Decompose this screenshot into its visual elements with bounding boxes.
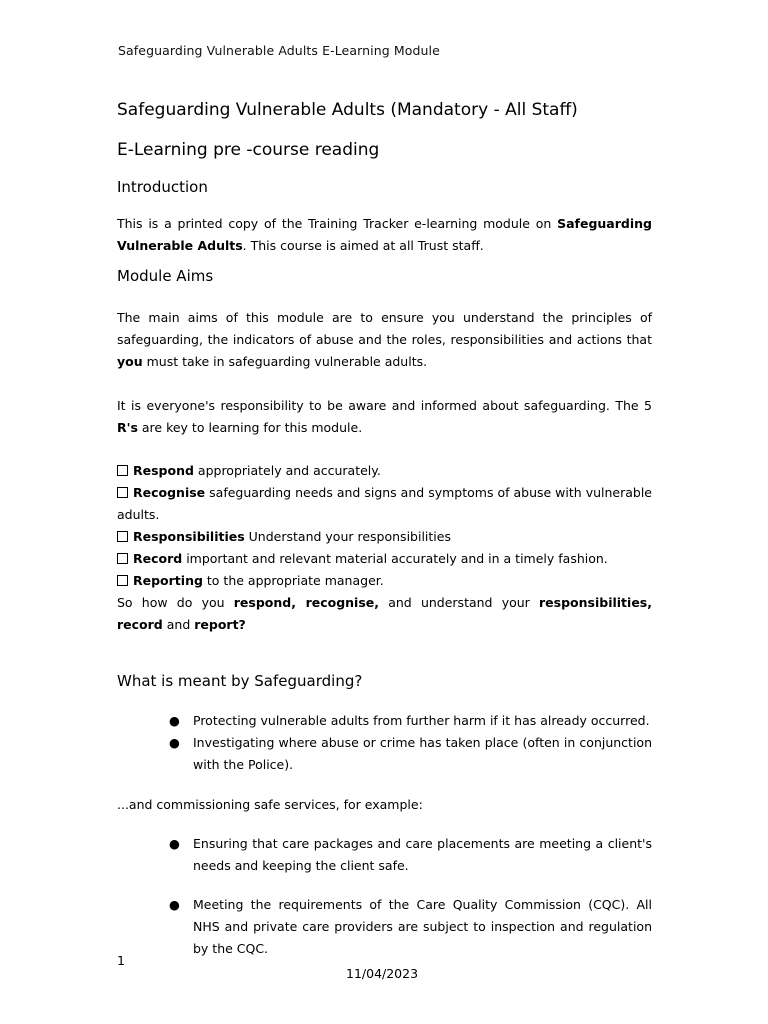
what-is-safeguarding-heading: What is meant by Safeguarding? [117, 672, 363, 690]
aims-p2-text-2: are key to learning for this module. [137, 420, 363, 435]
module-aims-paragraph-1 [117, 307, 652, 373]
list-item-text: Meeting the requirements of the Care Quality Commission (CQC). All NHS and private care providers are subject to inspection and regulation by the CQC. [193, 897, 652, 956]
r-item-text: Understand your responsibilities [244, 529, 451, 544]
commissioning-paragraph: ...and commissioning safe services, for example: [117, 797, 423, 812]
r-item-responsibilities [117, 526, 652, 548]
aims-p2-bold: R's [117, 420, 138, 435]
aims-p1-text-1: The main aims of this module are to ensure you understand the principles of safeguarding, the indicators of abuse and the roles, responsibilities and actions that [117, 310, 652, 347]
r-item-reporting [117, 570, 652, 592]
commissioning-bullet-list-2 [117, 894, 652, 960]
r-item-bold: Recognise [133, 485, 206, 500]
question-text-1: So how do you [117, 595, 234, 610]
r-item-record [117, 548, 652, 570]
running-header: Safeguarding Vulnerable Adults E-Learning Module [118, 43, 440, 58]
module-aims-heading: Module Aims [117, 267, 214, 285]
r-item-text: to the appropriate manager. [202, 573, 384, 588]
question-text-2: and understand your [379, 595, 540, 610]
bullet-icon: ● [169, 897, 180, 912]
introduction-paragraph [117, 213, 652, 257]
safeguarding-bullet-list [117, 710, 652, 776]
page-number: 1 [117, 953, 125, 968]
question-bold-3: report? [194, 617, 246, 632]
introduction-heading: Introduction [117, 178, 208, 196]
introduction-bold: Safeguarding Vulnerable Adults [117, 216, 652, 253]
list-item [117, 710, 652, 732]
question-text-3: and [162, 617, 195, 632]
aims-p2-text-1: It is everyone's responsibility to be aware and informed about safeguarding. The 5 [117, 398, 652, 413]
question-bold-2: responsibilities, record [117, 595, 652, 632]
introduction-text-2: . This course is aimed at all Trust staff. [242, 238, 484, 253]
list-item-text: Protecting vulnerable adults from further harm if it has already occurred. [193, 713, 650, 728]
r-item-text: appropriately and accurately. [193, 463, 381, 478]
question-bold-1: respond, recognise, [233, 595, 380, 610]
r-item-bold: Respond [133, 463, 194, 478]
document-title: Safeguarding Vulnerable Adults (Mandatory - All Staff) [117, 100, 578, 120]
r-item-bold: Record [133, 551, 183, 566]
r-item-text: safeguarding needs and signs and symptoms of abuse with vulnerable adults. [117, 485, 652, 522]
list-item [117, 894, 652, 960]
module-aims-paragraph-2 [117, 395, 652, 439]
r-item-recognise [117, 482, 652, 526]
aims-p1-bold: you [117, 354, 143, 369]
checkbox-square-icon [117, 575, 128, 586]
checkbox-square-icon [117, 531, 128, 542]
checkbox-square-icon [117, 465, 128, 476]
commissioning-bullet-list-1 [117, 833, 652, 877]
list-item [117, 732, 652, 776]
footer-date: 11/04/2023 [346, 966, 419, 981]
introduction-text-1: This is a printed copy of the Training Tracker e-learning module on [117, 216, 558, 231]
how-do-you-question [117, 592, 652, 636]
bullet-icon: ● [169, 836, 180, 851]
bullet-icon: ● [169, 735, 180, 750]
list-item [117, 833, 652, 877]
list-item-text: Investigating where abuse or crime has taken place (often in conjunction with the Police). [193, 735, 652, 772]
r-item-bold: Responsibilities [133, 529, 245, 544]
bullet-icon: ● [169, 713, 180, 728]
r-item-text: important and relevant material accurately and in a timely fashion. [182, 551, 608, 566]
list-item-text: Ensuring that care packages and care placements are meeting a client's needs and keeping the client safe. [193, 836, 652, 873]
r-item-bold: Reporting [133, 573, 203, 588]
r-item-respond [117, 460, 652, 482]
checkbox-square-icon [117, 487, 128, 498]
checkbox-square-icon [117, 553, 128, 564]
aims-p1-text-2: must take in safeguarding vulnerable adults. [142, 354, 428, 369]
document-subtitle: E-Learning pre -course reading [117, 140, 380, 160]
